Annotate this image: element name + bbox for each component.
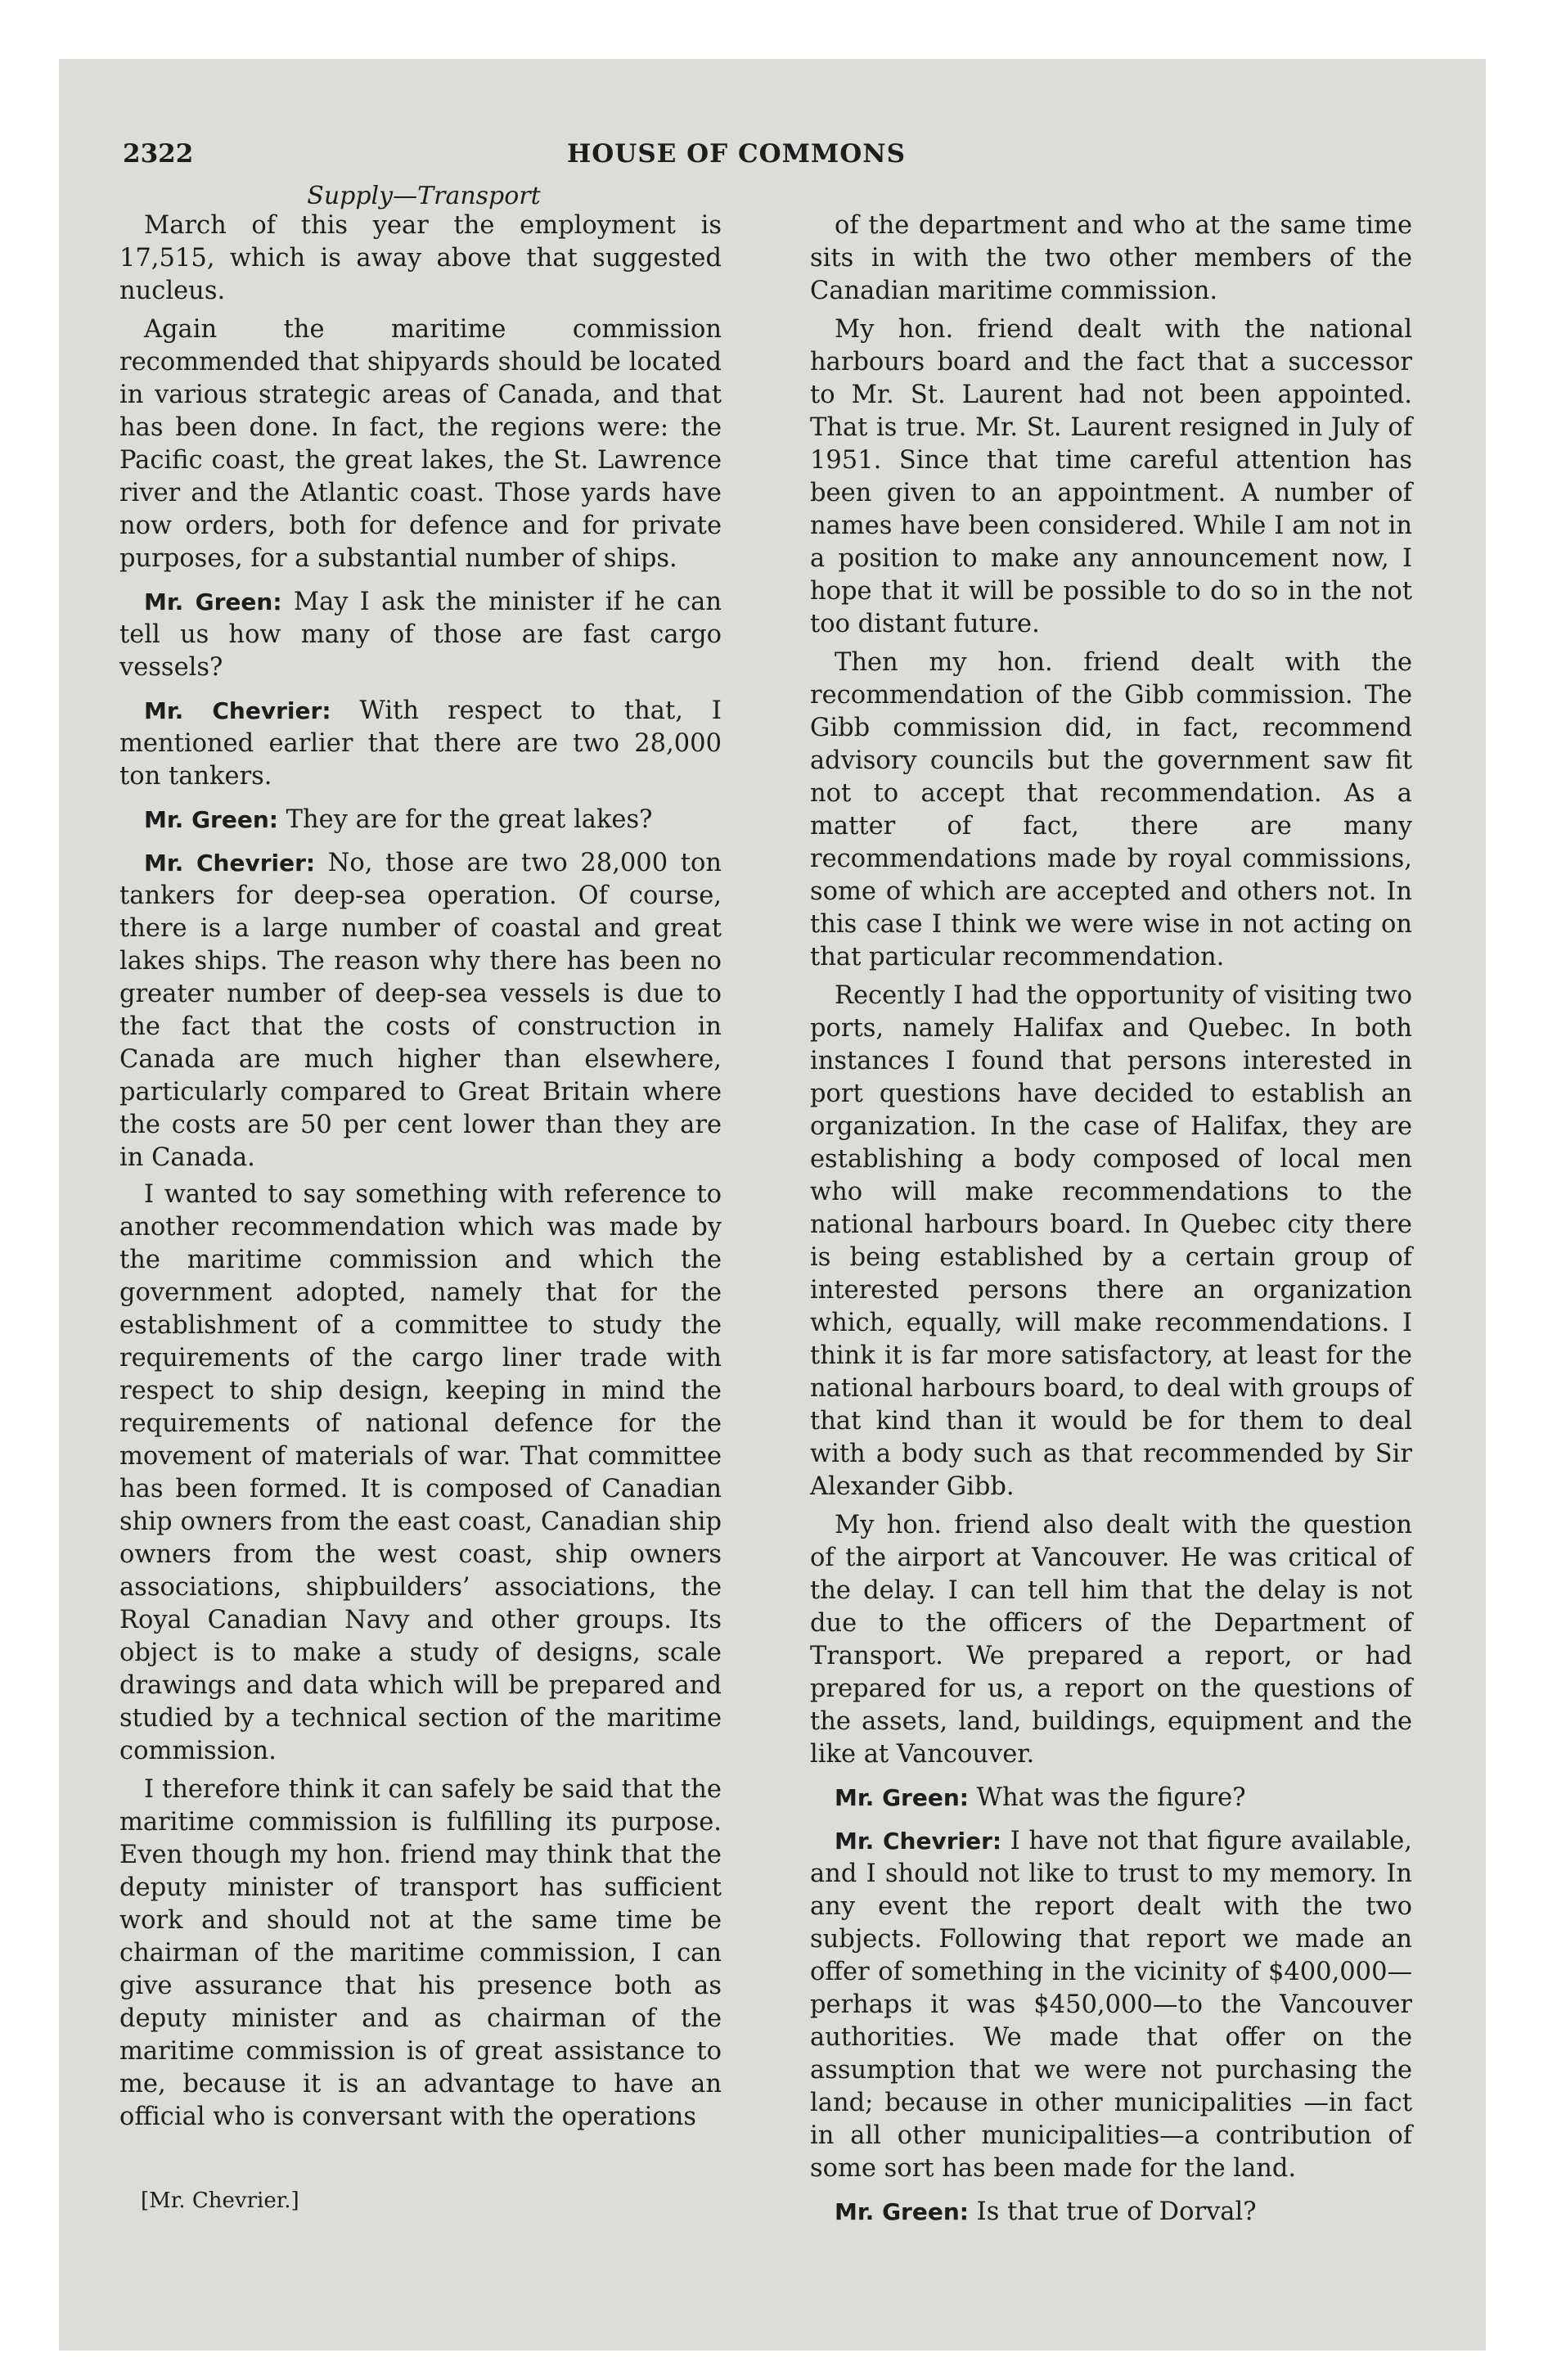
paragraph-text: They are for the great lakes?	[286, 805, 653, 834]
speaker-name: Mr. Green:	[144, 806, 278, 833]
paragraph-text: I therefore think it can safely be said that the maritime commission is fulfilling its purpose. Even though my hon. friend may think that the deputy minister of transport has sufficient work and should not at the same time be chairman of the maritime commission, I can give assurance that his presence both as deputy minister and as chairman of the maritime commission is of great assistance to me, because it is an advantage to have an official who is conversant with the operations	[119, 1775, 722, 2131]
page-title: HOUSE OF COMMONS	[567, 139, 906, 169]
speaker-name: Mr. Chevrier:	[144, 697, 331, 724]
paragraph	[119, 1179, 722, 1768]
paragraph-text: Recently I had the opportunity of visiting two ports, namely Halifax and Quebec. In both instances I found that persons interested in port questions have decided to establish an organization. In the case of Halifax, they are establishing a body composed of local men who will make recommendations to the national harbours board. In Quebec city there is being established by a certain group of interested persons there an organization which, equally, will make recommendations. I think it is far more satisfactory, at least for the national harbours board, to deal with groups of that kind than it would be for them to deal with a body such as that recommended by Sir Alexander Gibb.	[810, 981, 1412, 1501]
paragraph-text: Is that true of Dorval?	[976, 2197, 1257, 2226]
paragraph	[810, 1509, 1412, 1771]
paragraph-text: My hon. friend also dealt with the question of the airport at Vancouver. He was critical of the delay. I can tell him that the delay is not due to the officers of the Department of Transport. We prepared a report, or had prepared for us, a report on the questions of the assets, land, buildings, equipment and the like at Vancouver.	[810, 1511, 1412, 1769]
right-column	[810, 210, 1412, 2233]
speech-paragraph	[119, 695, 722, 793]
speaker-name: Mr. Chevrier:	[835, 1828, 1002, 1855]
speech-paragraph	[119, 847, 722, 1174]
paragraph-text: May I ask the minister if he can tell us how many of those are fast cargo vessels?	[119, 588, 722, 682]
speaker-footnote: [Mr. Chevrier.]	[141, 2188, 299, 2213]
paragraph	[810, 210, 1412, 308]
paragraph	[810, 313, 1412, 641]
paragraph	[810, 647, 1412, 974]
speaker-name: Mr. Chevrier:	[144, 850, 316, 877]
paragraph-text: What was the figure?	[976, 1783, 1246, 1812]
paragraph-text: of the department and who at the same time sits in with the two other members of the Canadian maritime commission.	[810, 211, 1412, 305]
paragraph-text: March of this year the employment is 17,515, which is away above that suggested nucleus.	[119, 211, 722, 305]
speaker-name: Mr. Green:	[835, 2198, 969, 2225]
paragraph-text: Again the maritime commission recommended that shipyards should be located in various strategic areas of Canada, and that has been done. In fact, the regions were: the Pacific coast, the great lakes, the St. Lawrence river and the Atlantic coast. Those yards have now orders, both for defence and for private purposes, for a substantial number of ships.	[119, 315, 722, 573]
paragraph-text: I wanted to say something with reference to another recommendation which was made by the maritime commission and which the government adopted, namely that for the establishment of a committee to study the requirements of the cargo liner trade with respect to ship design, keeping in mind the requirements of national defence for the movement of materials of war. That committee has been formed. It is composed of Canadian ship owners from the east coast, Canadian ship owners from the west coast, ship owners associations, shipbuilders’ associations, the Royal Canadian Navy and other groups. Its object is to make a study of designs, scale drawings and data which will be prepared and studied by a technical section of the maritime commission.	[119, 1180, 722, 1765]
speech-paragraph	[810, 1825, 1412, 2185]
paragraph	[119, 210, 722, 308]
speech-paragraph	[119, 586, 722, 684]
speaker-name: Mr. Green:	[835, 1784, 969, 1811]
paragraph	[119, 1774, 722, 2134]
left-column	[119, 210, 722, 2139]
speaker-name: Mr. Green:	[144, 588, 282, 615]
paragraph	[119, 313, 722, 575]
paragraph	[810, 980, 1412, 1503]
paragraph-text: No, those are two 28,000 ton tankers for deep-sea operation. Of course, there is a large number of coastal and great lakes ships. The reason why there has been no greater number of deep-sea vessels is due to the fact that the costs of construction in Canada are much higher than elsewhere, particularly compared to Great Britain where the costs are 50 per cent lower than they are in Canada.	[119, 849, 722, 1172]
section-heading: Supply—Transport	[307, 182, 541, 210]
paragraph-text: I have not that figure available, and I should not like to trust to my memory. In any event the report dealt with the two subjects. Following that report we made an offer of something in the vicinity of $400,000—perhaps it was $450,000—to the Vancouver authorities. We made that offer on the assumption that we were not purchasing the land; because in other municipalities —in fact in all other municipalities—a contribution of some sort has been made for the land.	[810, 1827, 1412, 2183]
speech-paragraph	[810, 2196, 1412, 2229]
paragraph-text: With respect to that, I mentioned earlier that there are two 28,000 ton tankers.	[119, 696, 722, 791]
speech-paragraph	[810, 1782, 1412, 1814]
paragraph-text: My hon. friend dealt with the national harbours board and the fact that a successor to Mr. St. Laurent had not been appointed. That is true. Mr. St. Laurent resigned in July of 1951. Since that time careful attention has been given to an appointment. A number of names have been considered. While I am not in a position to make any announcement now, I hope that it will be possible to do so in the not too distant future.	[810, 315, 1412, 638]
page-number: 2322	[123, 139, 194, 169]
paragraph-text: Then my hon. friend dealt with the recommendation of the Gibb commission. The Gibb commission did, in fact, recommend advisory councils but the government saw fit not to accept that recommendation. As a matter of fact, there are many recommendations made by royal commissions, some of which are accepted and others not. In this case I think we were wise in not acting on that particular recommendation.	[810, 648, 1412, 971]
speech-paragraph	[119, 804, 722, 836]
